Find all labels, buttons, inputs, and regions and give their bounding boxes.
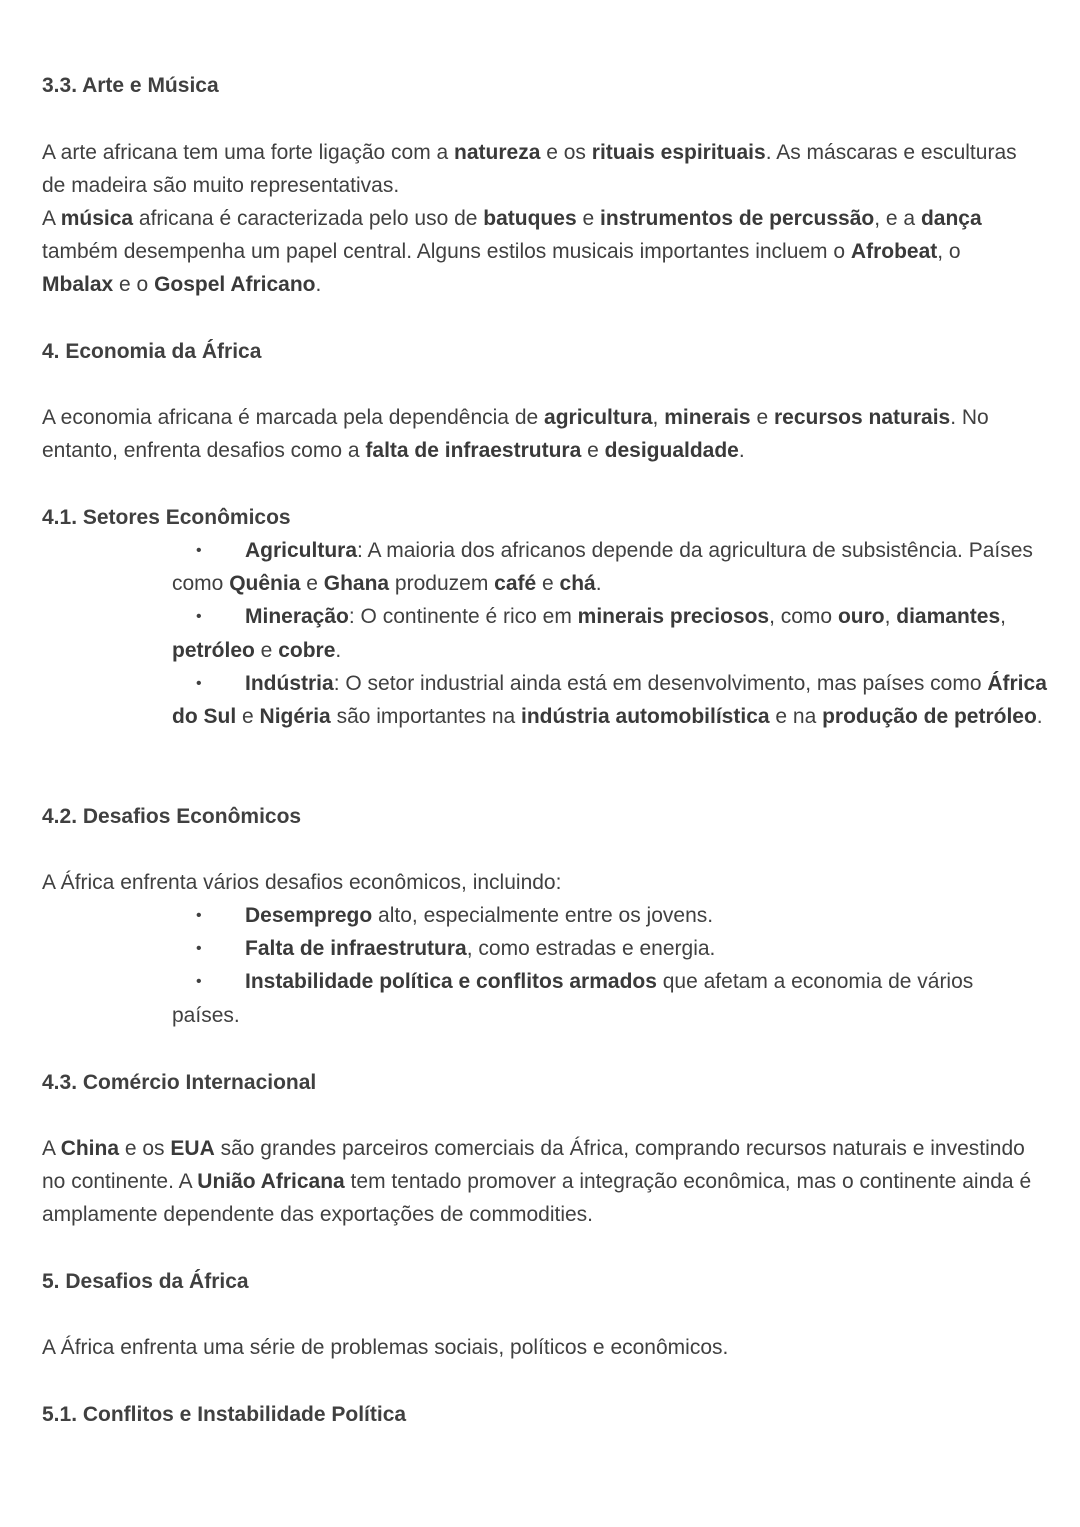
list-setores-economicos <box>172 534 1052 733</box>
bold-term: chá <box>559 572 596 596</box>
text-run: , como estradas e energia. <box>466 937 716 961</box>
text-run: africana é caracterizada pelo uso de <box>133 207 484 230</box>
text-run: são importantes na <box>330 705 522 729</box>
bold-term: Falta de infraestrutura <box>245 937 467 961</box>
list-desafios-economicos <box>172 899 1042 1032</box>
heading-setores-economicos: 4.1. Setores Econômicos <box>42 506 291 529</box>
text-run: A economia africana é marcada pela dependência de <box>42 406 545 429</box>
bold-term: Ghana <box>323 572 390 596</box>
text-run: : A maioria dos africanos depende da agricultura de subsistência. Países como <box>172 539 1039 596</box>
heading-economia: 4. Economia da África <box>42 340 262 363</box>
text-run: tem tentado promover a integração econômica, mas o continente ainda é amplamente dependente das exportações de commodities. <box>42 1170 1037 1227</box>
text-run: e os <box>119 1137 171 1160</box>
bold-term: dança <box>920 207 982 230</box>
bold-term: África do Sul <box>172 671 1053 729</box>
paragraph-musica <box>42 202 1017 302</box>
text-run: . <box>738 439 745 463</box>
list-item <box>172 534 1052 600</box>
list-item <box>172 667 1052 733</box>
bold-term: Instabilidade política e conflitos armados <box>245 970 657 994</box>
list-item <box>172 932 1042 965</box>
text-run: , <box>884 605 897 629</box>
bold-term: café <box>494 572 537 596</box>
text-run: também desempenha um papel central. Alguns estilos musicais importantes incluem o <box>42 207 988 264</box>
text-run: alto, especialmente entre os jovens. <box>372 904 714 927</box>
text-run: . <box>595 572 602 596</box>
heading-desafios-africa: 5. Desafios da África <box>42 1270 249 1293</box>
bold-term: Quênia <box>229 572 301 596</box>
bullet-icon: • <box>196 973 202 991</box>
text-run: e <box>576 207 600 230</box>
bold-term: EUA <box>170 1137 215 1160</box>
bold-term: Mineração <box>245 605 349 629</box>
text-run: e <box>300 572 324 596</box>
text-run: , <box>1000 605 1012 629</box>
heading-arte-e-musica: 3.3. Arte e Música <box>42 74 219 97</box>
bold-term: produção de petróleo <box>822 705 1037 729</box>
bold-term: batuques <box>483 207 577 230</box>
paragraph-comercio <box>42 1132 1037 1232</box>
bold-term: minerais <box>664 406 751 429</box>
text-run: . <box>1036 705 1043 729</box>
bold-term: Afrobeat <box>850 240 938 264</box>
bold-term: Gospel Africano <box>154 273 316 297</box>
text-run: . <box>315 273 322 297</box>
text-run: A <box>42 1137 61 1160</box>
bold-term: rituais espirituais <box>591 141 766 164</box>
bold-term: natureza <box>454 141 541 164</box>
text-run: . As máscaras e esculturas de madeira são muito representativas. <box>42 141 1023 198</box>
text-run: e <box>254 638 279 662</box>
heading-conflitos: 5.1. Conflitos e Instabilidade Política <box>42 1403 407 1426</box>
bold-term: ouro <box>837 605 885 629</box>
text-run: e <box>750 406 774 429</box>
bold-term: falta de infraestrutura <box>365 439 582 463</box>
bullet-icon: • <box>196 674 202 692</box>
list-item <box>172 600 1052 666</box>
bullet-icon: • <box>196 940 202 958</box>
text-run: e o <box>113 273 155 297</box>
list-item <box>172 965 1042 1031</box>
text-run: . No entanto, enfrenta desafios como a <box>42 406 995 463</box>
text-run: e <box>536 572 560 596</box>
bold-term: desigualdade <box>604 439 739 463</box>
text-run: e os <box>540 141 592 164</box>
text-run: . <box>335 638 342 662</box>
text-run: , como <box>769 605 838 629</box>
text-run: e na <box>769 705 823 729</box>
bold-term: União Africana <box>197 1170 345 1194</box>
text-run: e <box>236 705 260 729</box>
bullet-icon: • <box>196 907 202 924</box>
text-run: e <box>581 439 605 463</box>
bold-term: China <box>60 1137 120 1160</box>
paragraph-arte <box>42 136 1042 202</box>
text-run: : O continente é rico em <box>348 605 578 629</box>
heading-desafios-economicos: 4.2. Desafios Econômicos <box>42 805 302 828</box>
bullet-icon: • <box>196 542 202 559</box>
text-run: , o <box>937 240 967 264</box>
bold-term: indústria automobilística <box>521 705 770 729</box>
bold-term: Nigéria <box>259 705 331 729</box>
paragraph-desafios-intro: A África enfrenta vários desafios econômicos, incluindo: <box>42 871 562 894</box>
bold-term: instrumentos de percussão <box>599 207 875 230</box>
bold-term: agricultura <box>544 406 653 429</box>
paragraph-economia <box>42 401 1042 467</box>
text-run: , e a <box>874 207 921 230</box>
text-run: , <box>652 406 665 429</box>
bold-term: Mbalax <box>42 273 114 297</box>
bold-term: cobre <box>278 638 336 662</box>
list-item <box>172 899 1042 932</box>
bold-term: Indústria <box>245 671 334 695</box>
bold-term: música <box>60 207 134 230</box>
text-run: são grandes parceiros comerciais da África, comprando recursos naturais e investindo no continente. A <box>42 1137 1031 1194</box>
bold-term: Agricultura <box>245 539 358 562</box>
bold-term: petróleo <box>172 638 255 662</box>
bold-term: Desemprego <box>245 904 373 927</box>
heading-comercio-internacional: 4.3. Comércio Internacional <box>42 1071 317 1094</box>
text-run: que afetam a economia de vários países. <box>172 970 980 1027</box>
bold-term: diamantes <box>896 605 1001 629</box>
text-run: : O setor industrial ainda está em desenvolvimento, mas países como <box>333 671 988 695</box>
bold-term: recursos naturais <box>773 406 951 429</box>
paragraph-desafios-africa: A África enfrenta uma série de problemas sociais, políticos e econômicos. <box>42 1336 729 1359</box>
text-run: A arte africana tem uma forte ligação com a <box>42 141 455 164</box>
text-run: A <box>42 207 61 230</box>
text-run: produzem <box>389 572 495 596</box>
bullet-icon: • <box>196 608 202 626</box>
bold-term: minerais preciosos <box>577 605 770 629</box>
